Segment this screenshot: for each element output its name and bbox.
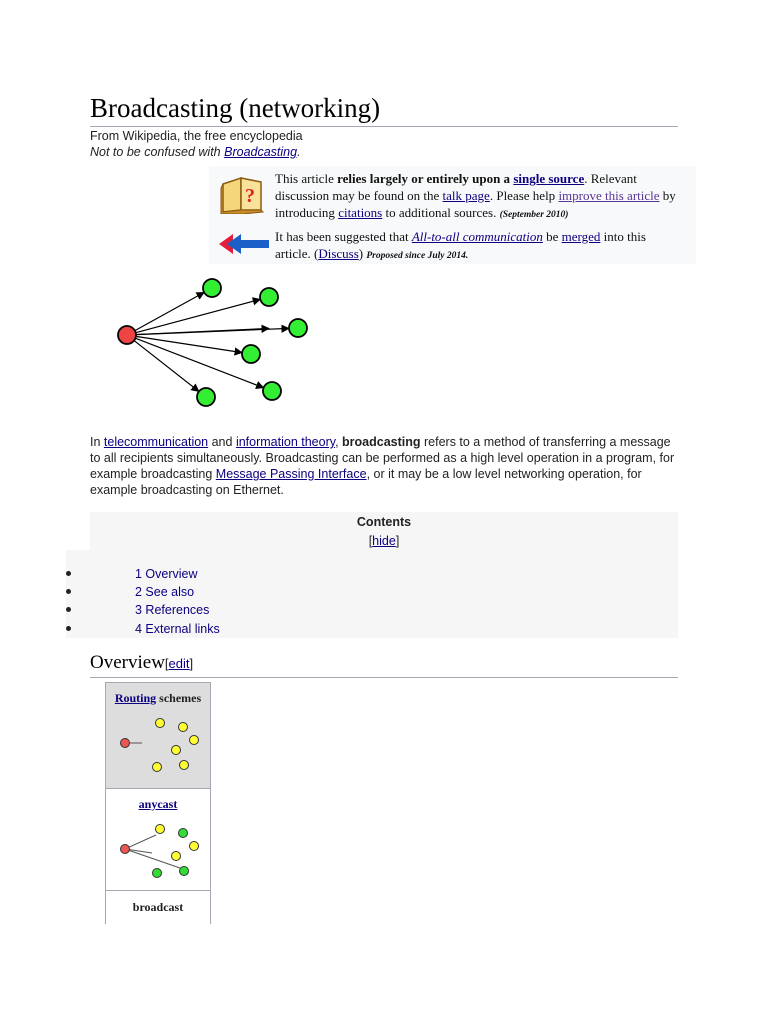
book-question-icon (219, 172, 265, 214)
hatnote-period: . (297, 145, 301, 159)
link-information-theory[interactable]: information theory (235, 435, 336, 449)
broadcast-source-node (118, 326, 136, 344)
intro-paragraph (90, 434, 680, 498)
notice-text: It has been suggested that (275, 229, 412, 244)
broadcast-edge (136, 328, 269, 334)
notice-text: ) (358, 246, 364, 261)
routing-node (179, 723, 188, 732)
broadcast-target-node (289, 319, 307, 337)
notice-date: (September 2010) (499, 210, 569, 220)
routing-node (172, 746, 181, 755)
anycast-cell (106, 788, 210, 891)
toc-title: Contents (356, 515, 412, 529)
link-all-to-all[interactable]: All-to-all communication (411, 229, 543, 244)
routing-header-text: schemes (156, 691, 202, 705)
intro-text: and (208, 435, 236, 449)
broadcast-target-node (203, 279, 221, 297)
broadcast-target-node (197, 388, 215, 406)
notice-text: to additional sources. (382, 205, 497, 220)
merge-arrow-icon (217, 231, 269, 257)
broadcast-target-node (263, 382, 281, 400)
link-talk-page[interactable]: talk page (442, 188, 490, 203)
link-message-passing-interface[interactable]: Message Passing Interface (215, 467, 367, 481)
hatnote-text: Not to be confused with (90, 145, 221, 159)
routing-node (153, 763, 162, 772)
link-citations[interactable]: citations (338, 205, 383, 220)
tagline: From Wikipedia, the free encyclopedia (90, 129, 303, 143)
section-heading-text: Overview (90, 652, 165, 673)
routing-node (180, 761, 189, 770)
svg-text:?: ? (245, 185, 255, 207)
toc-link-references[interactable]: 3 References (135, 603, 210, 617)
link-telecommunication[interactable]: telecommunication (103, 435, 209, 449)
bullet-icon (66, 626, 71, 631)
notice-merge (275, 228, 680, 265)
toc-list (66, 550, 678, 638)
routing-node (172, 852, 181, 861)
toc-item (66, 567, 466, 585)
bullet-icon (66, 607, 71, 612)
broadcast-target-node (242, 345, 260, 363)
routing-node (153, 869, 162, 878)
toc-hide-link[interactable]: hide (372, 534, 396, 548)
page-title: Broadcasting (networking) (90, 92, 678, 127)
toc-link-overview[interactable]: 1 Overview (135, 567, 198, 581)
bullet-icon (66, 571, 71, 576)
routing-header-cell (106, 683, 210, 788)
routing-node (156, 825, 165, 834)
section-heading-overview (90, 652, 678, 678)
toc-link-see-also[interactable]: 2 See also (135, 585, 195, 599)
edit-bracket: [ (164, 656, 169, 671)
routing-header-label (106, 691, 210, 706)
broadcast-edge (134, 341, 199, 392)
toc-item (66, 622, 466, 640)
routing-node (180, 867, 189, 876)
hatnote (90, 145, 301, 159)
edit-bracket: ] (189, 656, 194, 671)
link-improve-article[interactable]: improve this article (558, 188, 660, 203)
toc-header (90, 512, 678, 550)
notice-proposed-date: Proposed since July 2014. (366, 251, 469, 261)
edit-section-link[interactable]: edit (168, 656, 190, 671)
article-notice-box (209, 166, 696, 264)
routing-node (190, 736, 199, 745)
toc-bracket: [ (368, 534, 373, 548)
notice-single-source (275, 170, 680, 224)
link-routing[interactable]: Routing (114, 691, 157, 705)
notice-text: be (542, 229, 562, 244)
toc-item (66, 585, 466, 603)
hatnote-link-broadcasting[interactable]: Broadcasting (224, 145, 298, 159)
link-discuss[interactable]: Discuss (318, 246, 359, 261)
routing-node (121, 845, 130, 854)
link-anycast[interactable]: anycast (138, 797, 178, 811)
broadcast-edge (135, 292, 204, 330)
notice-bold: relies largely or entirely upon a (337, 171, 514, 186)
notice-text: into this article. ( (275, 229, 646, 261)
bullet-icon (66, 589, 71, 594)
broadcast-diagram (108, 272, 318, 412)
routing-schemes-infobox (105, 682, 211, 924)
routing-unicast-diagram (106, 711, 210, 781)
notice-text: This article (275, 171, 338, 186)
routing-node (121, 739, 130, 748)
intro-text: , (335, 435, 343, 449)
toc-toggle (90, 534, 678, 548)
link-single-source[interactable]: single source (513, 171, 585, 186)
routing-node (190, 842, 199, 851)
intro-text: , or it may be a low level networking operation, for example broadcasting on Ethernet. (90, 467, 642, 497)
broadcast-cell: broadcast (106, 890, 210, 924)
broadcast-edge (136, 299, 261, 332)
routing-broadcast-diagram (106, 819, 210, 889)
toc-bracket: ] (395, 534, 400, 548)
notice-text: . Please help (489, 188, 559, 203)
intro-bold-term: broadcasting (342, 435, 421, 449)
broadcast-target-node (260, 288, 278, 306)
notice-text: . Relevant discussion may be found on the (275, 171, 637, 203)
intro-text: refers to a method of transferring a message to all recipients simultaneously. Broadcasting can be performed as a high level operation in a program, for example broadcasting (90, 435, 675, 481)
link-merged[interactable]: merged (561, 229, 601, 244)
intro-text: In (90, 435, 104, 449)
toc-item (66, 603, 466, 621)
routing-node (156, 719, 165, 728)
notice-text: by introducing (275, 188, 676, 220)
routing-node (179, 829, 188, 838)
toc-link-external-links[interactable]: 4 External links (135, 622, 220, 636)
